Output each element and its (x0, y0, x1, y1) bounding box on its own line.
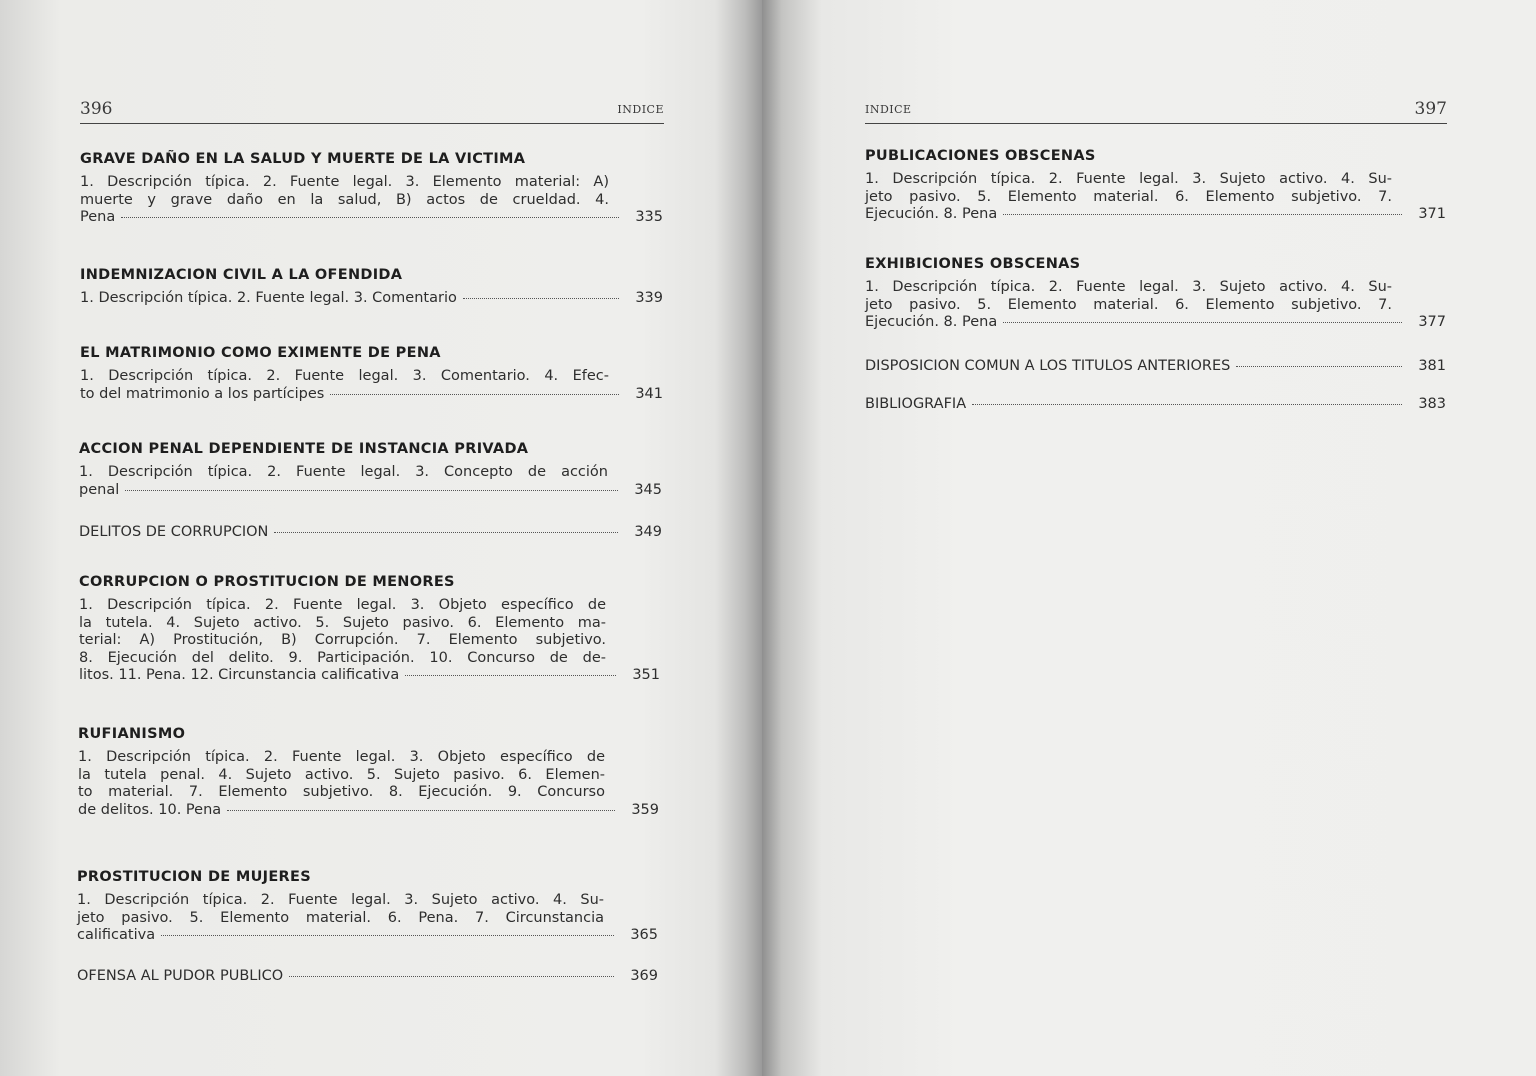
page-header (80, 99, 664, 124)
description-line: jeto pasivo. 5. Elemento material. 6. Elemento subjetivo. 7. (865, 296, 1392, 313)
entry-leader-line (79, 667, 660, 685)
toc-entry (80, 344, 663, 403)
entry-text: litos. 11. Pena. 12. Circunstancia calificativa (79, 667, 400, 683)
entry-description (78, 749, 659, 802)
dot-leader (1003, 322, 1402, 323)
dot-leader (274, 532, 618, 533)
toc-entry (79, 573, 660, 685)
entry-page-number: 351 (632, 667, 660, 683)
section-heading: INDEMNIZACION CIVIL A LA OFENDIDA (80, 267, 403, 283)
entry-leader-line (865, 358, 1446, 376)
toc-entry (80, 150, 663, 227)
entry-page-number: 349 (634, 524, 662, 540)
description-line: la tutela penal. 4. Sujeto activo. 5. Sujeto pasivo. 6. Elemen- (78, 766, 605, 783)
page-header (865, 99, 1447, 124)
entry-text: DISPOSICION COMUN A LOS TITULOS ANTERIORES (865, 358, 1231, 374)
toc-entry (865, 396, 1446, 414)
entry-description (865, 279, 1446, 314)
entry-text: 1. Descripción típica. 2. Fuente legal. 3. Comentario (80, 290, 457, 306)
description-line: 1. Descripción típica. 2. Fuente legal. 3. Concepto de acción (79, 464, 608, 480)
entry-page-number: 341 (635, 385, 663, 402)
section-heading: EXHIBICIONES OBSCENAS (865, 256, 1081, 272)
entry-leader-line (865, 396, 1446, 414)
dot-leader (227, 810, 615, 811)
entry-leader-line (865, 314, 1446, 332)
dot-leader (289, 976, 614, 977)
dot-leader (1236, 366, 1402, 367)
description-line: terial: A) Prostitución, B) Corrupción. 7. Elemento subjetivo. (79, 632, 606, 648)
toc-entry (79, 440, 662, 499)
description-line: to material. 7. Elemento subjetivo. 8. Ejecución. 9. Concurso (78, 784, 605, 800)
entry-page-number: 339 (635, 290, 663, 306)
entry-description (79, 597, 660, 667)
dot-leader (1003, 214, 1402, 215)
entry-text: penal (79, 481, 120, 498)
description-line: muerte y grave daño en la salud, B) actos de crueldad. 4. (80, 191, 609, 208)
entry-text: DELITOS DE CORRUPCION (79, 524, 269, 540)
entry-leader-line (77, 968, 658, 986)
entry-page-number: 345 (634, 481, 662, 498)
dot-leader (405, 675, 616, 676)
toc-entry (865, 147, 1446, 224)
running-title: INDICE (865, 103, 912, 116)
right-page (762, 0, 1536, 1076)
dot-leader (972, 404, 1402, 405)
section-heading: PROSTITUCION DE MUJERES (77, 869, 311, 885)
entry-description (79, 464, 662, 482)
entry-description (77, 892, 658, 927)
description-line: 8. Ejecución del delito. 9. Participación. 10. Concurso de de- (79, 649, 606, 666)
entry-page-number: 377 (1418, 314, 1446, 330)
description-line: 1. Descripción típica. 2. Fuente legal. 3. Objeto específico de (78, 749, 605, 765)
entry-leader-line (79, 524, 662, 542)
entry-page-number: 369 (630, 968, 658, 984)
entry-text: Ejecución. 8. Pena (865, 206, 998, 222)
entry-leader-line (78, 802, 659, 820)
description-line: 1. Descripción típica. 2. Fuente legal. 3. Comentario. 4. Efec- (80, 368, 609, 384)
description-line: la tutela. 4. Sujeto activo. 5. Sujeto pasivo. 6. Elemento ma- (79, 614, 606, 631)
entry-text: de delitos. 10. Pena (78, 801, 222, 818)
page-number: 397 (1414, 99, 1447, 119)
entry-page-number: 335 (635, 209, 663, 225)
entry-page-number: 359 (631, 801, 659, 818)
description-line: 1. Descripción típica. 2. Fuente legal. 3. Sujeto activo. 4. Su- (865, 171, 1392, 187)
description-line: 1. Descripción típica. 2. Fuente legal. 3. Sujeto activo. 4. Su- (77, 892, 604, 908)
entry-page-number: 381 (1418, 358, 1446, 374)
left-page (0, 0, 762, 1076)
dot-leader (121, 217, 619, 218)
toc-entry (80, 266, 663, 308)
entry-page-number: 383 (1418, 396, 1446, 412)
toc-entry (865, 255, 1446, 332)
entry-leader-line (80, 209, 663, 227)
description-line: 1. Descripción típica. 2. Fuente legal. 3. Sujeto activo. 4. Su- (865, 279, 1392, 295)
entry-text: calificativa (77, 927, 156, 943)
description-line: 1. Descripción típica. 2. Fuente legal. 3. Objeto específico de (79, 597, 606, 613)
entry-page-number: 365 (630, 927, 658, 943)
section-heading: EL MATRIMONIO COMO EXIMENTE DE PENA (80, 345, 441, 361)
entry-leader-line (80, 290, 663, 308)
dot-leader (463, 298, 619, 299)
dot-leader (161, 935, 614, 936)
entry-leader-line (77, 927, 658, 945)
entry-page-number: 371 (1418, 206, 1446, 222)
entry-description (80, 368, 663, 386)
section-heading: GRAVE DAÑO EN LA SALUD Y MUERTE DE LA VICTIMA (80, 151, 526, 167)
running-title: INDICE (617, 103, 664, 116)
section-heading: PUBLICACIONES OBSCENAS (865, 148, 1096, 164)
entry-leader-line (79, 482, 662, 500)
entry-description (865, 171, 1446, 206)
dot-leader (330, 394, 619, 395)
description-line: jeto pasivo. 5. Elemento material. 6. Elemento subjetivo. 7. (865, 188, 1392, 205)
toc-entry (79, 524, 662, 542)
entry-leader-line (80, 386, 663, 404)
entry-text: BIBLIOGRAFIA (865, 396, 967, 412)
section-heading: ACCION PENAL DEPENDIENTE DE INSTANCIA PRIVADA (79, 441, 529, 457)
page-number: 396 (80, 99, 113, 119)
entry-leader-line (865, 206, 1446, 224)
entry-text: Ejecución. 8. Pena (865, 314, 998, 330)
description-line: jeto pasivo. 5. Elemento material. 6. Pena. 7. Circunstancia (77, 909, 604, 926)
toc-entry (77, 868, 658, 945)
toc-entry (78, 725, 659, 819)
section-heading: CORRUPCION O PROSTITUCION DE MENORES (79, 574, 455, 590)
toc-entry (77, 968, 658, 986)
entry-text: Pena (80, 209, 116, 225)
entry-description (80, 174, 663, 209)
entry-text: to del matrimonio a los partícipes (80, 385, 325, 402)
description-line: 1. Descripción típica. 2. Fuente legal. 3. Elemento material: A) (80, 174, 609, 190)
dot-leader (125, 490, 618, 491)
section-heading: RUFIANISMO (78, 726, 186, 742)
entry-text: OFENSA AL PUDOR PUBLICO (77, 968, 284, 984)
toc-entry (865, 358, 1446, 376)
